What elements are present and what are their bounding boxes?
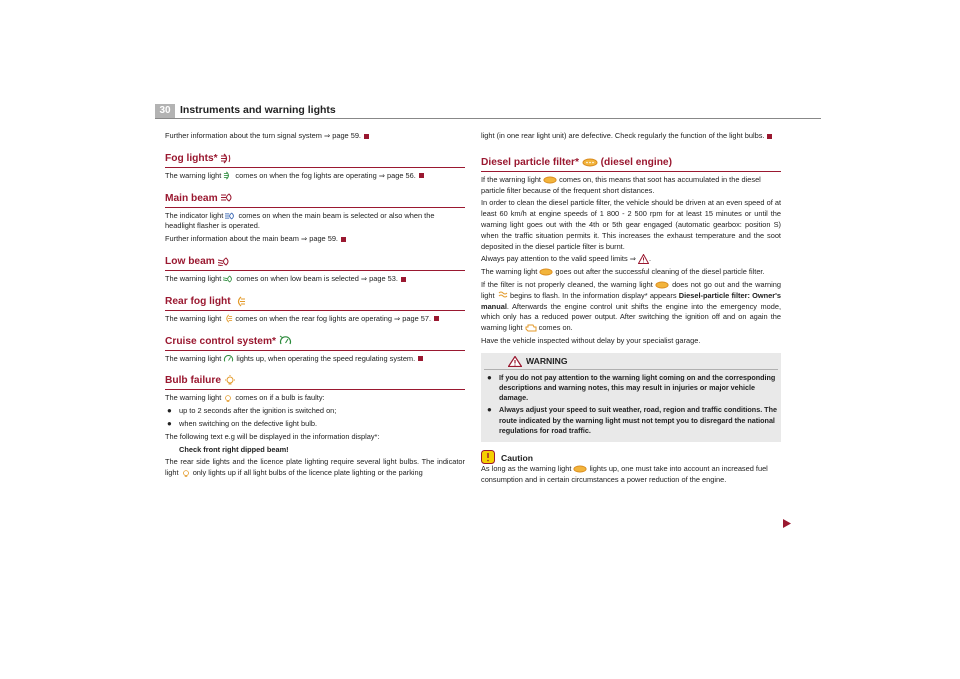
end-mark	[419, 173, 424, 178]
rear-fog-light-icon	[234, 296, 246, 307]
dpf-cleaning-text: In order to clean the diesel particle filter, the vehicle should be driven at an even speed of at least 60 km/h at engine speeds of 1 800 - 2 500 rpm for at least 15 minutes or until the warning light goes out with the 4th or 5th gear engaged (automatic gearbox: position S) when the traffic situation permits it. This increases the exhaust temperature and the soot deposited in the diesel particle filter is burnt.	[481, 198, 781, 251]
caution-header	[481, 450, 781, 464]
section-heading-rear-fog-light: Rear fog light	[165, 295, 465, 311]
end-mark	[434, 316, 439, 321]
list-item: ● If you do not pay attention to the warning light coming on and the corresponding descriptions and warning notes, this may result in injuries or major vehicle damage.	[487, 372, 776, 403]
list-item: ● when switching on the defective light bulb.	[167, 418, 318, 428]
warning-body	[481, 370, 781, 442]
end-mark	[418, 356, 423, 361]
cruise-control-icon	[223, 354, 234, 363]
rear-fog-light-text: The warning light comes on when the rear fog lights are operating ⇒ page 57.	[165, 314, 465, 325]
display-message: Check front right dipped beam!	[179, 444, 289, 454]
section-heading-low-beam: Low beam	[165, 255, 465, 271]
dpf-not-cleaned-text: If the filter is not properly cleaned, the warning light does not go out and the warning light begins to flash. In the information display* appears Diesel-particle filter: Owner's manual. Afterwards the engine control unit shifts the engine into the emergency mode, which only has a reduced power output. After switching the ignition off and on again the warning light comes on.	[481, 279, 782, 333]
warning-title: WARNING	[526, 355, 568, 366]
low-beam-icon	[218, 257, 231, 266]
rear-fog-light-icon	[223, 314, 233, 323]
engine-control-icon	[525, 324, 537, 333]
warning-triangle-icon	[638, 254, 649, 264]
warning-box	[481, 353, 781, 442]
fog-lights-text: The warning light comes on when the fog lights are operating ⇒ page 56.	[165, 171, 465, 182]
end-mark	[767, 134, 772, 139]
right-column	[481, 131, 781, 488]
dpf-garage-text: Have the vehicle inspected without delay by your specialist garage.	[481, 335, 701, 345]
page-number: 30	[155, 104, 175, 118]
main-beam-icon	[225, 212, 236, 220]
end-mark	[364, 134, 369, 139]
section-heading-cruise-control: Cruise control system*	[165, 335, 465, 351]
diesel-particle-filter-icon	[582, 158, 598, 167]
bulb-failure-text: The warning light comes on if a bulb is faulty:	[165, 393, 325, 403]
caution-title: Caution	[501, 452, 533, 463]
turn-signal-reference: Further information about the turn signal system ⇒ page 59.	[165, 131, 465, 142]
cruise-control-text: The warning light lights up, when operating the speed regulating system.	[165, 354, 465, 365]
cruise-control-icon	[279, 335, 292, 346]
warning-header	[484, 353, 778, 370]
main-beam-reference: Further information about the main beam ⇒ page 59.	[165, 234, 465, 245]
dpf-intro: If the warning light comes on, this means that soot has accumulated in the diesel particle filter because of the frequent short distances.	[481, 174, 761, 195]
low-beam-icon	[223, 275, 234, 283]
caution-text: As long as the warning light lights up, one must take into account an increased fuel consumption and in certain circumstances a power reduction of the engine.	[481, 463, 768, 484]
fog-light-icon	[220, 153, 232, 164]
bulb-failure-icon	[181, 469, 191, 478]
header-divider	[155, 118, 821, 119]
licence-plate-text: The rear side lights and the licence plate lighting require several light bulbs. The indicator light only lights up if all light bulbs of the licence plate lighting or the parking	[165, 457, 465, 478]
section-heading-bulb-failure: Bulb failure	[165, 374, 465, 390]
diesel-particle-filter-icon	[539, 268, 553, 276]
section-heading-diesel-particle-filter: Diesel particle filter* (diesel engine)	[481, 156, 781, 172]
fog-light-icon	[223, 171, 233, 180]
chapter-title: Instruments and warning lights	[180, 104, 336, 116]
section-heading-fog-lights: Fog lights*	[165, 152, 465, 168]
end-mark	[341, 237, 346, 242]
next-page-arrow-icon[interactable]	[783, 519, 791, 528]
bulb-failure-icon	[223, 394, 233, 403]
main-beam-icon	[221, 193, 234, 202]
display-text-intro: The following text e.g will be displayed in the information display*:	[165, 431, 380, 441]
diesel-particle-filter-icon	[543, 176, 557, 184]
dpf-goes-out-text: The warning light goes out after the successful cleaning of the diesel particle filter.	[481, 267, 765, 277]
bulb-failure-continued: light (in one rear light unit) are defective. Check regularly the function of the light bulbs.	[481, 131, 781, 142]
speed-limit-note: Always pay attention to the valid speed limits ⇒ .	[481, 254, 652, 264]
list-item: ● Always adjust your speed to suit weather, road, region and traffic conditions. The route indicated by the warning light must not tempt you to disregard the national regulations for road traffic.	[487, 405, 777, 435]
low-beam-text: The warning light comes on when low beam is selected ⇒ page 53.	[165, 274, 465, 285]
list-item: ● up to 2 seconds after the ignition is switched on;	[167, 406, 337, 416]
bulb-failure-icon	[224, 375, 236, 386]
preheating-icon	[497, 291, 508, 300]
main-beam-text: The indicator light comes on when the main beam is selected or also when the headlight flasher is operated.	[165, 210, 435, 231]
section-heading-main-beam: Main beam	[165, 192, 465, 208]
diesel-particle-filter-icon	[655, 281, 669, 289]
left-column	[165, 131, 465, 481]
warning-triangle-icon	[508, 356, 522, 367]
diesel-particle-filter-icon	[573, 465, 587, 473]
end-mark	[401, 277, 406, 282]
caution-icon	[481, 450, 495, 464]
